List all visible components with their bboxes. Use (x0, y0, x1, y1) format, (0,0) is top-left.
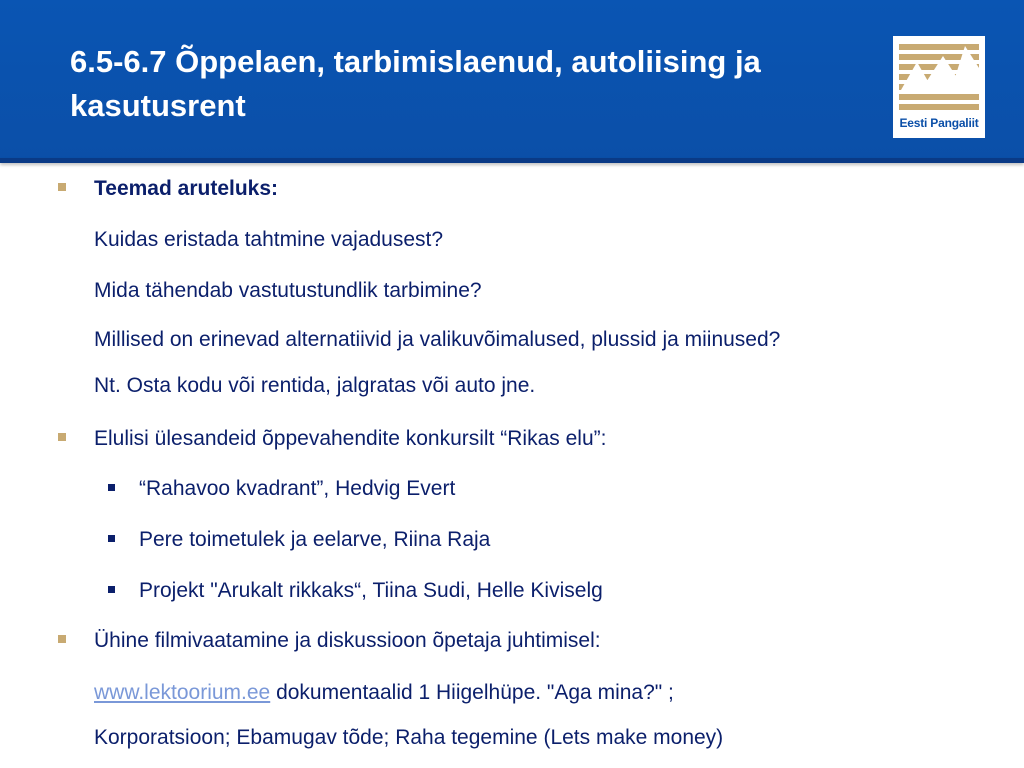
film-line-1 (94, 680, 674, 706)
topic-item: Mida tähendab vastutustundlik tarbimine? (94, 279, 482, 302)
examples-heading: Elulisi ülesandeid õppevahendite konkursilt “Rikas elu”: (94, 427, 607, 450)
logo-text: Eesti Pangaliit (899, 116, 979, 130)
slide-title: 6.5-6.7 Õppelaen, tarbimislaenud, autoliising ja kasutusrent (70, 44, 761, 123)
example-item: Pere toimetulek ja eelarve, Riina Raja (139, 528, 491, 551)
lektoorium-link[interactable]: www.lektoorium.ee (94, 681, 271, 704)
film-heading: Ühine filmivaatamine ja diskussioon õpetaja juhtimisel: (94, 629, 601, 652)
film-line-1-text: dokumentaalid 1 Hiigelhüpe. "Aga mina?" ; (270, 681, 674, 704)
topic-item: Millised on erinevad alternatiivid ja valikuvõimalused, plussid ja miinused? (94, 328, 781, 351)
sub-bullet-icon (108, 535, 115, 542)
sub-bullet-icon (108, 484, 115, 491)
example-item: “Rahavoo kvadrant”, Hedvig Evert (139, 477, 456, 500)
example-item: Projekt "Arukalt rikkaks“, Tiina Sudi, Helle Kiviselg (139, 579, 603, 602)
bullet-icon (58, 433, 66, 441)
topic-item: Kuidas eristada tahtmine vajadusest? (94, 228, 444, 251)
bullet-icon (58, 635, 66, 643)
topic-item: Nt. Osta kodu või rentida, jalgratas või auto jne. (94, 374, 536, 397)
topics-heading: Teemad aruteluks: (94, 177, 279, 200)
film-line-2: Korporatsioon; Ebamugav tõde; Raha tegemine (Lets make money) (94, 726, 724, 749)
sub-bullet-icon (108, 586, 115, 593)
bullet-icon (58, 183, 66, 191)
